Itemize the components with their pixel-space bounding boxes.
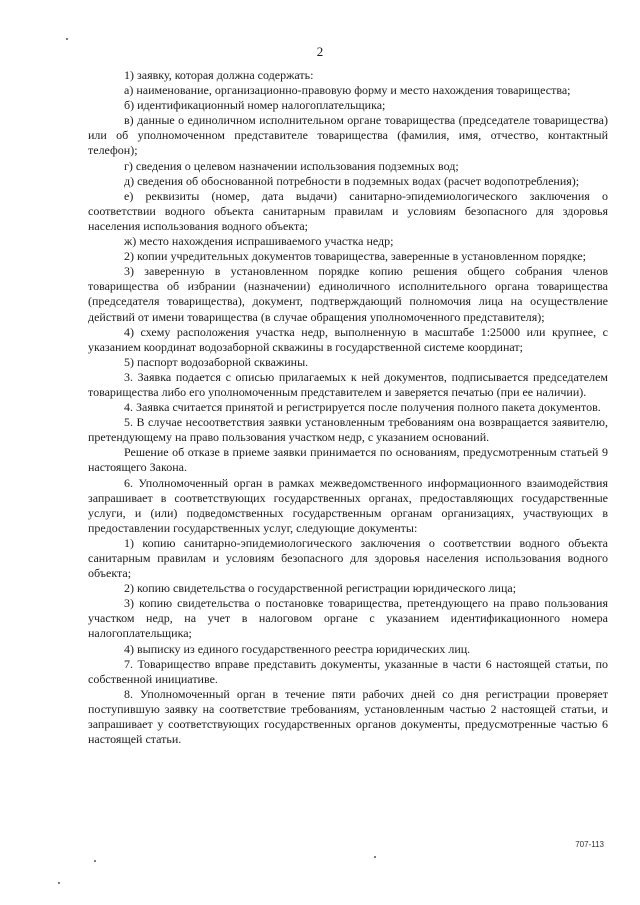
paragraph: 5) паспорт водозаборной скважины. [124, 354, 309, 369]
paragraph: 4) схему расположения участка недр, выполненную в масштабе 1:25000 или крупнее, с указанием координат водозаборной скважины в государственной системе координат; [88, 324, 608, 354]
paragraph: в) данные о единоличном исполнительном органе товарищества (председателе товарищества) или об уполномоченном представителе товарищества (фамилия, имя, отчество, контактный телефон); [88, 113, 608, 158]
document-body [88, 68, 608, 747]
paragraph: ж) место нахождения испрашиваемого участка недр; [124, 234, 394, 249]
paragraph: 7. Товарищество вправе представить документы, указанные в части 6 настоящей статьи, по собственной инициативе. [88, 656, 608, 686]
paragraph: 6. Уполномоченный орган в рамках межведомственного информационного взаимодействия запрашивает в соответствующих государственных органах, предоставляющих государственные услуги, и (или) подведомственных государственным органам организациях, участвующих в предоставлении государственных услуг, следующие документы: [88, 475, 608, 535]
paragraph: б) идентификационный номер налогоплательщика; [124, 98, 386, 113]
paragraph: 3) заверенную в установленном порядке копию решения общего собрания членов товарищества об избрании (назначении) единоличного исполнительного органа товарищества (председателя товарищества), документ, подтверждающий полномочия лица на осуществление действий от имени товарищества (в случае обращения уполномоченного представителя); [88, 264, 608, 324]
paragraph: Решение об отказе в приеме заявки принимается по основаниям, предусмотренным статьей 9 настоящего Закона. [88, 445, 608, 475]
scan-speck [374, 856, 376, 858]
paragraph: 3) копию свидетельства о постановке товарищества, претендующего на право пользования участком недр, на учет в налоговом органе с указанием идентификационного номера налогоплательщика; [88, 596, 608, 641]
scan-speck [66, 38, 68, 40]
paragraph: 3. Заявка подается с описью прилагаемых к ней документов, подписывается председателем товарищества либо его уполномоченным представителем и заверяется печатью (при ее наличии). [88, 369, 608, 399]
page-number: 2 [316, 44, 324, 59]
paragraph: а) наименование, организационно-правовую форму и место нахождения товарищества; [124, 83, 571, 98]
paragraph: 8. Уполномоченный орган в течение пяти рабочих дней со дня регистрации проверяет поступившую заявку на соответствие требованиям, установленным частью 2 настоящей статьи, и запрашивает у соответствующих государственных органов документы, предусмотренные частью 6 настоящей статьи. [88, 686, 608, 747]
paragraph: 4. Заявка считается принятой и регистрируется после получения полного пакета документов. [124, 400, 601, 415]
scan-speck [58, 882, 60, 884]
paragraph: 4) выписку из единого государственного реестра юридических лиц. [124, 641, 471, 656]
paragraph: 1) копию санитарно-эпидемиологического заключения о соответствии водного объекта санитарным правилам и условиям безопасного для здоровья населения использования водного объекта; [88, 535, 608, 581]
paragraph: е) реквизиты (номер, дата выдачи) санитарно-эпидемиологического заключения о соответствии водного объекта санитарным правилам и условиям безопасного для здоровья населения использования водного объекта; [88, 188, 608, 233]
paragraph: г) сведения о целевом назначении использования подземных вод; [124, 158, 459, 173]
paragraph: 5. В случае несоответствия заявки установленным требованиям она возвращается заявителю, претендующему на право пользования участком недр, с указанием оснований. [88, 415, 608, 445]
paragraph: д) сведения об обоснованной потребности в подземных водах (расчет водопотребления); [124, 173, 580, 188]
paragraph: 2) копию свидетельства о государственной регистрации юридического лица; [124, 581, 517, 596]
paragraph: 2) копии учредительных документов товарищества, заверенные в установленном порядке; [124, 249, 586, 264]
footer-code: 707-113 [575, 840, 604, 849]
scan-speck [94, 860, 96, 862]
paragraph: 1) заявку, которая должна содержать: [124, 68, 314, 82]
